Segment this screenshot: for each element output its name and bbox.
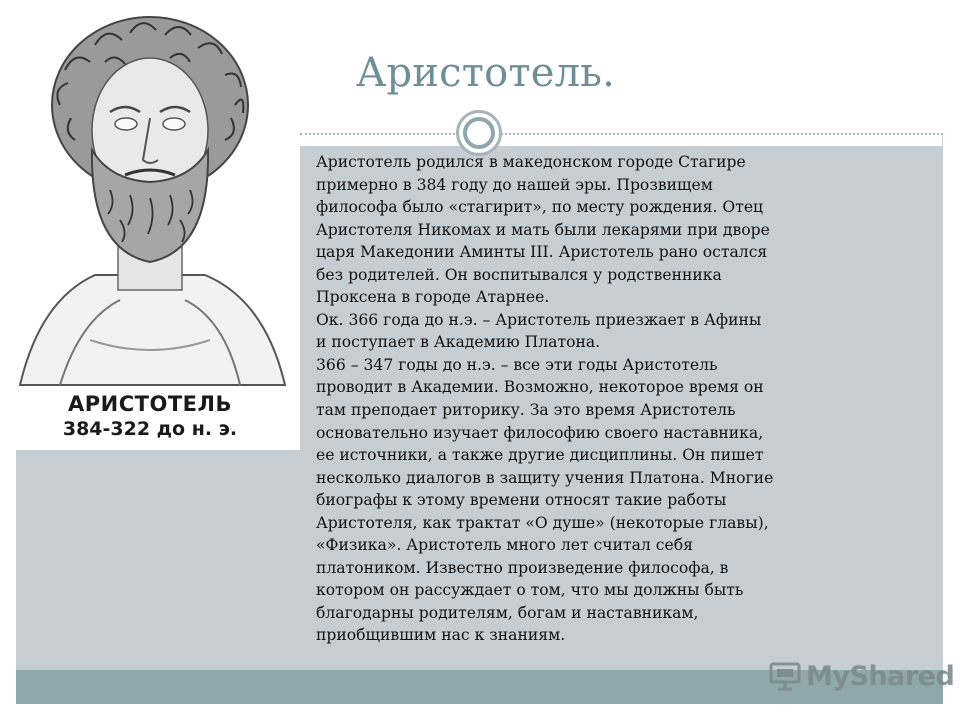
portrait-caption-years: 384-322 до н. э. bbox=[62, 418, 238, 440]
body-paragraph: Ок. 366 года до н.э. – Аристотель приезжает в Афины и поступает в Академию Платона. bbox=[316, 310, 762, 352]
portrait bbox=[0, 0, 300, 450]
watermark-text: MyShared bbox=[806, 660, 955, 692]
divider-circle-inner bbox=[463, 117, 495, 149]
divider-line bbox=[300, 133, 943, 135]
portrait-caption-name: АРИСТОТЕЛЬ bbox=[68, 392, 232, 416]
bust-portrait-icon bbox=[0, 0, 300, 390]
body-paragraph: 366 – 347 годы до н.э. – все эти годы Аристотель проводит в Академии. Возможно, некоторое время он там преподает риторику. За это время Аристотель основательно изучает философию своего наставника, ее источники, а также другие дисциплины. Он пишет несколько диалогов в защиту учения Платона. Многие биографы к этому времени относят такие работы Аристотеля, как трактат «О душе» (некоторые главы), «Физика». Аристотель много лет считал себя платоником. Известно произведение философа, в котором он рассуждает о том, что мы должны быть благодарны родителям, богам и наставникам, приобщившим нас к знаниям. bbox=[316, 355, 774, 645]
body-text bbox=[316, 151, 774, 647]
body-paragraph: Аристотель родился в македонском городе Стагире примерно в 384 году до нашей эры. Прозвищем философа было «стагирит», по месту рождения. Отец Аристотеля Никомах и мать были лекарями при дворе царя Македонии Аминты III. Аристотель рано остался без родителей. Он воспитывался у родственника Проксена в городе Атарнее. bbox=[316, 153, 770, 307]
slide-title: Аристотель. bbox=[356, 50, 616, 96]
presentation-screen-icon bbox=[768, 661, 802, 691]
watermark bbox=[768, 656, 954, 696]
